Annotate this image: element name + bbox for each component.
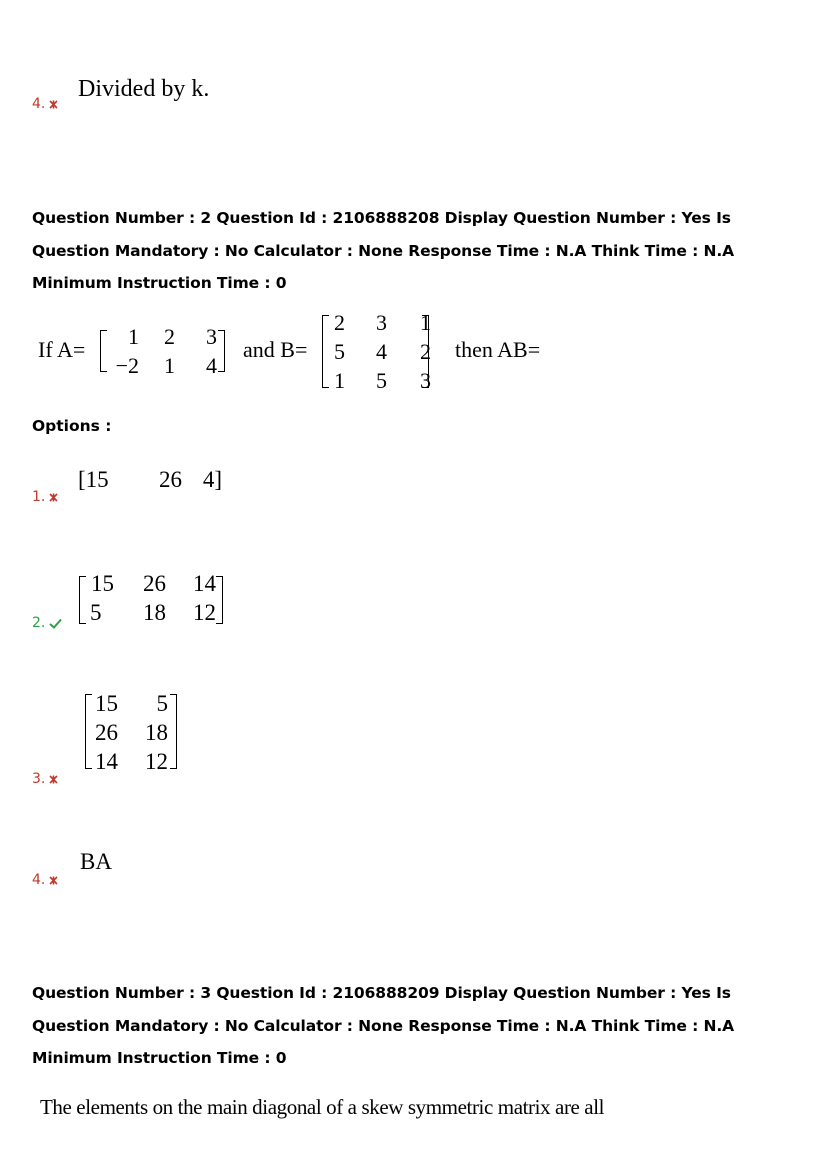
option-1-cell: [15	[78, 467, 109, 492]
wrong-mark-icon	[49, 493, 58, 502]
matrix-a-right-bracket	[218, 330, 225, 372]
option-3-left-bracket	[85, 694, 92, 769]
option-number: 3.	[32, 771, 46, 787]
stem-prefix: If A=	[38, 337, 86, 362]
option-number: 2.	[32, 615, 46, 631]
option-number: 4.	[32, 872, 46, 888]
option-3-cell: 12	[145, 749, 168, 774]
option-2-cell: 26	[143, 571, 166, 596]
matrix-b-cell: 3	[376, 310, 387, 335]
matrix-b-cell: 2	[334, 310, 345, 335]
stem-suffix: then AB=	[455, 337, 541, 362]
matrix-a-cell: −2	[115, 353, 139, 378]
option-3-cell: 14	[95, 749, 118, 774]
matrix-b-cell: 5	[334, 339, 345, 364]
matrix-a-cell: 3	[206, 324, 217, 349]
option-2-cell: 15	[91, 571, 114, 596]
wrong-mark-icon	[49, 876, 58, 885]
option-1-matrix	[78, 465, 222, 494]
option-number: 4.	[32, 96, 46, 112]
matrix-a-left-bracket	[100, 330, 107, 372]
question-3-meta: Question Number : 3 Question Id : 2106888209 Display Question Number : Yes Is Question Mandatory : No Calculator : None Response Time : N.A Think Time : N.A Minimum Instruction Time : 0	[32, 984, 735, 1067]
option-3	[32, 771, 58, 787]
option-3-cell: 26	[95, 720, 118, 745]
option-2-right-bracket	[216, 576, 223, 624]
check-mark-icon	[49, 618, 62, 629]
option-1-cell: 26	[159, 467, 182, 492]
matrix-a-cell: 1	[164, 353, 175, 378]
matrix-b-cell: 1	[420, 310, 431, 335]
option-3-cell: 5	[156, 691, 168, 716]
matrix-b-cell: 5	[376, 368, 387, 393]
matrix-b-cell: 3	[420, 368, 431, 393]
option-2-cell: 12	[193, 600, 216, 625]
option-4-prev	[32, 96, 58, 112]
option-2-left-bracket	[79, 576, 86, 624]
option-number: 1.	[32, 489, 46, 505]
option-2	[32, 615, 62, 631]
option-4-text: BA	[80, 849, 112, 874]
matrix-a-cell: 2	[164, 324, 175, 349]
option-4	[32, 872, 58, 888]
matrix-a-cell: 4	[206, 353, 217, 378]
stem-mid: and B=	[243, 337, 308, 362]
option-3-right-bracket	[170, 694, 177, 769]
option-1-cell: 4]	[202, 467, 222, 492]
matrix-b-cell: 4	[376, 339, 387, 364]
options-heading: Options :	[32, 417, 112, 435]
wrong-mark-icon	[49, 100, 58, 109]
wrong-mark-icon	[49, 775, 58, 784]
question-2-meta: Question Number : 2 Question Id : 2106888208 Display Question Number : Yes Is Question Mandatory : No Calculator : None Response Time : N.A Think Time : N.A Minimum Instruction Time : 0	[32, 209, 735, 292]
matrix-b-right-bracket	[422, 315, 429, 388]
matrix-b-cell: 1	[334, 368, 345, 393]
matrix-a-cell: 1	[128, 324, 139, 349]
option-3-cell: 15	[95, 691, 118, 716]
prev-option-4-text: Divided by k.	[78, 76, 210, 102]
option-2-cell: 5	[90, 600, 102, 625]
matrix-b-cell: 2	[420, 339, 431, 364]
question-3-stem: The elements on the main diagonal of a skew symmetric matrix are all	[40, 1095, 605, 1119]
option-2-cell: 14	[193, 571, 216, 596]
option-2-cell: 18	[143, 600, 166, 625]
option-1	[32, 489, 58, 505]
option-3-cell: 18	[145, 720, 168, 745]
